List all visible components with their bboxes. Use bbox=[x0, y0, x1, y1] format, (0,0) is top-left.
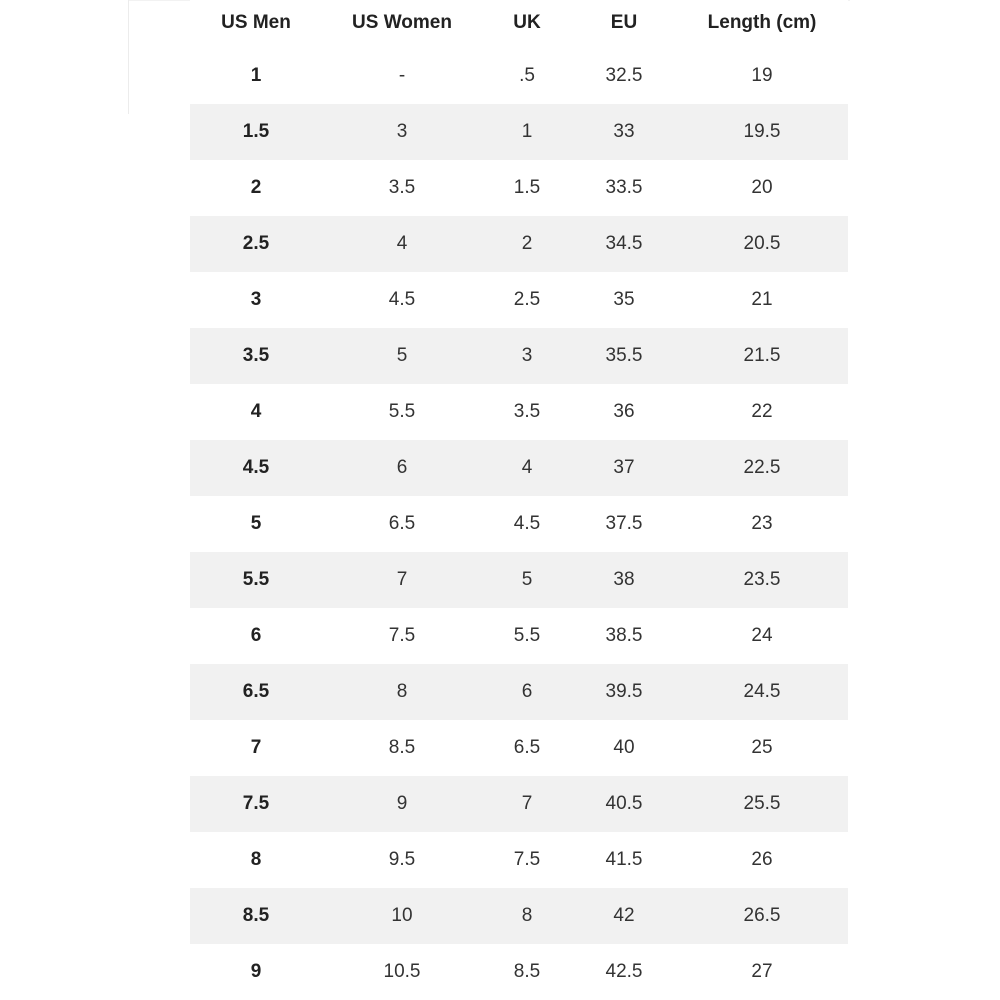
table-row bbox=[190, 888, 848, 944]
column-header-us-women: US Women bbox=[322, 0, 482, 48]
table-cell-col-uk: .5 bbox=[482, 48, 572, 104]
table-row bbox=[190, 664, 848, 720]
table-cell-col-uk: 4 bbox=[482, 440, 572, 496]
table-cell-col-length-cm: 25.5 bbox=[676, 776, 848, 832]
table-cell-col-us-men: 7.5 bbox=[190, 776, 322, 832]
table-cell-col-uk: 5 bbox=[482, 552, 572, 608]
table-cell-col-us-men: 1.5 bbox=[190, 104, 322, 160]
table-cell-col-length-cm: 20.5 bbox=[676, 216, 848, 272]
table-cell-col-us-women: 4 bbox=[322, 216, 482, 272]
table-cell-col-eu: 41.5 bbox=[572, 832, 676, 888]
table-cell-col-us-women: 5.5 bbox=[322, 384, 482, 440]
table-cell-col-eu: 33.5 bbox=[572, 160, 676, 216]
table-cell-col-eu: 34.5 bbox=[572, 216, 676, 272]
table-cell-col-uk: 7.5 bbox=[482, 832, 572, 888]
table-cell-col-us-women: 3 bbox=[322, 104, 482, 160]
table-body bbox=[190, 48, 848, 1000]
table-row bbox=[190, 384, 848, 440]
table-cell-col-us-women: 9.5 bbox=[322, 832, 482, 888]
table-row bbox=[190, 944, 848, 1000]
table-row bbox=[190, 104, 848, 160]
table-cell-col-uk: 1.5 bbox=[482, 160, 572, 216]
table-cell-col-us-men: 3 bbox=[190, 272, 322, 328]
table-cell-col-length-cm: 22.5 bbox=[676, 440, 848, 496]
table-cell-col-length-cm: 23.5 bbox=[676, 552, 848, 608]
table-cell-col-us-men: 8.5 bbox=[190, 888, 322, 944]
table-cell-col-eu: 42 bbox=[572, 888, 676, 944]
table-cell-col-eu: 37.5 bbox=[572, 496, 676, 552]
table-cell-col-us-men: 3.5 bbox=[190, 328, 322, 384]
table-cell-col-uk: 2 bbox=[482, 216, 572, 272]
table-cell-col-length-cm: 19 bbox=[676, 48, 848, 104]
table-cell-col-uk: 3.5 bbox=[482, 384, 572, 440]
table-cell-col-uk: 7 bbox=[482, 776, 572, 832]
size-conversion-table-container bbox=[190, 0, 848, 1000]
table-cell-col-us-women: 10.5 bbox=[322, 944, 482, 1000]
size-conversion-table bbox=[190, 0, 848, 1000]
table-cell-col-us-men: 6 bbox=[190, 608, 322, 664]
table-cell-col-uk: 2.5 bbox=[482, 272, 572, 328]
column-header-eu: EU bbox=[572, 0, 676, 48]
table-cell-col-uk: 8 bbox=[482, 888, 572, 944]
table-cell-col-length-cm: 21 bbox=[676, 272, 848, 328]
table-cell-col-length-cm: 24.5 bbox=[676, 664, 848, 720]
table-cell-col-us-women: 6 bbox=[322, 440, 482, 496]
table-cell-col-us-men: 7 bbox=[190, 720, 322, 776]
table-cell-col-eu: 35.5 bbox=[572, 328, 676, 384]
table-cell-col-us-women: 9 bbox=[322, 776, 482, 832]
table-cell-col-eu: 39.5 bbox=[572, 664, 676, 720]
table-cell-col-length-cm: 21.5 bbox=[676, 328, 848, 384]
table-cell-col-us-women: 4.5 bbox=[322, 272, 482, 328]
table-cell-col-us-women: 7 bbox=[322, 552, 482, 608]
table-cell-col-eu: 40.5 bbox=[572, 776, 676, 832]
table-row bbox=[190, 440, 848, 496]
table-cell-col-uk: 3 bbox=[482, 328, 572, 384]
table-cell-col-uk: 4.5 bbox=[482, 496, 572, 552]
table-row bbox=[190, 552, 848, 608]
table-cell-col-eu: 32.5 bbox=[572, 48, 676, 104]
table-row bbox=[190, 272, 848, 328]
table-cell-col-us-men: 4.5 bbox=[190, 440, 322, 496]
table-cell-col-us-women: 5 bbox=[322, 328, 482, 384]
table-cell-col-us-men: 2 bbox=[190, 160, 322, 216]
page-left-border bbox=[128, 0, 129, 114]
column-header-uk: UK bbox=[482, 0, 572, 48]
table-cell-col-length-cm: 20 bbox=[676, 160, 848, 216]
table-cell-col-us-men: 8 bbox=[190, 832, 322, 888]
table-cell-col-length-cm: 26 bbox=[676, 832, 848, 888]
table-cell-col-uk: 5.5 bbox=[482, 608, 572, 664]
table-row bbox=[190, 608, 848, 664]
table-cell-col-length-cm: 26.5 bbox=[676, 888, 848, 944]
table-row bbox=[190, 832, 848, 888]
table-cell-col-us-men: 1 bbox=[190, 48, 322, 104]
table-cell-col-us-women: 10 bbox=[322, 888, 482, 944]
table-cell-col-us-women: 7.5 bbox=[322, 608, 482, 664]
table-cell-col-eu: 36 bbox=[572, 384, 676, 440]
table-cell-col-eu: 35 bbox=[572, 272, 676, 328]
table-cell-col-us-women: 6.5 bbox=[322, 496, 482, 552]
table-cell-col-us-women: 8 bbox=[322, 664, 482, 720]
table-cell-col-us-men: 4 bbox=[190, 384, 322, 440]
table-row bbox=[190, 328, 848, 384]
table-header-row bbox=[190, 0, 848, 48]
table-cell-col-uk: 1 bbox=[482, 104, 572, 160]
table-cell-col-length-cm: 24 bbox=[676, 608, 848, 664]
table-cell-col-eu: 40 bbox=[572, 720, 676, 776]
table-row bbox=[190, 496, 848, 552]
table-cell-col-length-cm: 22 bbox=[676, 384, 848, 440]
table-cell-col-us-men: 2.5 bbox=[190, 216, 322, 272]
table-cell-col-us-women: - bbox=[322, 48, 482, 104]
table-cell-col-eu: 42.5 bbox=[572, 944, 676, 1000]
column-header-us-men: US Men bbox=[190, 0, 322, 48]
table-cell-col-us-men: 5 bbox=[190, 496, 322, 552]
table-row bbox=[190, 720, 848, 776]
table-cell-col-length-cm: 19.5 bbox=[676, 104, 848, 160]
table-cell-col-us-men: 9 bbox=[190, 944, 322, 1000]
table-cell-col-eu: 38 bbox=[572, 552, 676, 608]
table-row bbox=[190, 776, 848, 832]
table-cell-col-us-women: 8.5 bbox=[322, 720, 482, 776]
column-header-length-cm: Length (cm) bbox=[676, 0, 848, 48]
table-cell-col-eu: 37 bbox=[572, 440, 676, 496]
table-cell-col-length-cm: 27 bbox=[676, 944, 848, 1000]
table-cell-col-eu: 33 bbox=[572, 104, 676, 160]
table-cell-col-eu: 38.5 bbox=[572, 608, 676, 664]
table-cell-col-us-men: 5.5 bbox=[190, 552, 322, 608]
table-cell-col-length-cm: 23 bbox=[676, 496, 848, 552]
table-row bbox=[190, 48, 848, 104]
table-row bbox=[190, 160, 848, 216]
table-cell-col-uk: 6.5 bbox=[482, 720, 572, 776]
table-header bbox=[190, 0, 848, 48]
table-cell-col-length-cm: 25 bbox=[676, 720, 848, 776]
table-row bbox=[190, 216, 848, 272]
table-cell-col-us-women: 3.5 bbox=[322, 160, 482, 216]
table-cell-col-uk: 8.5 bbox=[482, 944, 572, 1000]
table-cell-col-us-men: 6.5 bbox=[190, 664, 322, 720]
table-cell-col-uk: 6 bbox=[482, 664, 572, 720]
